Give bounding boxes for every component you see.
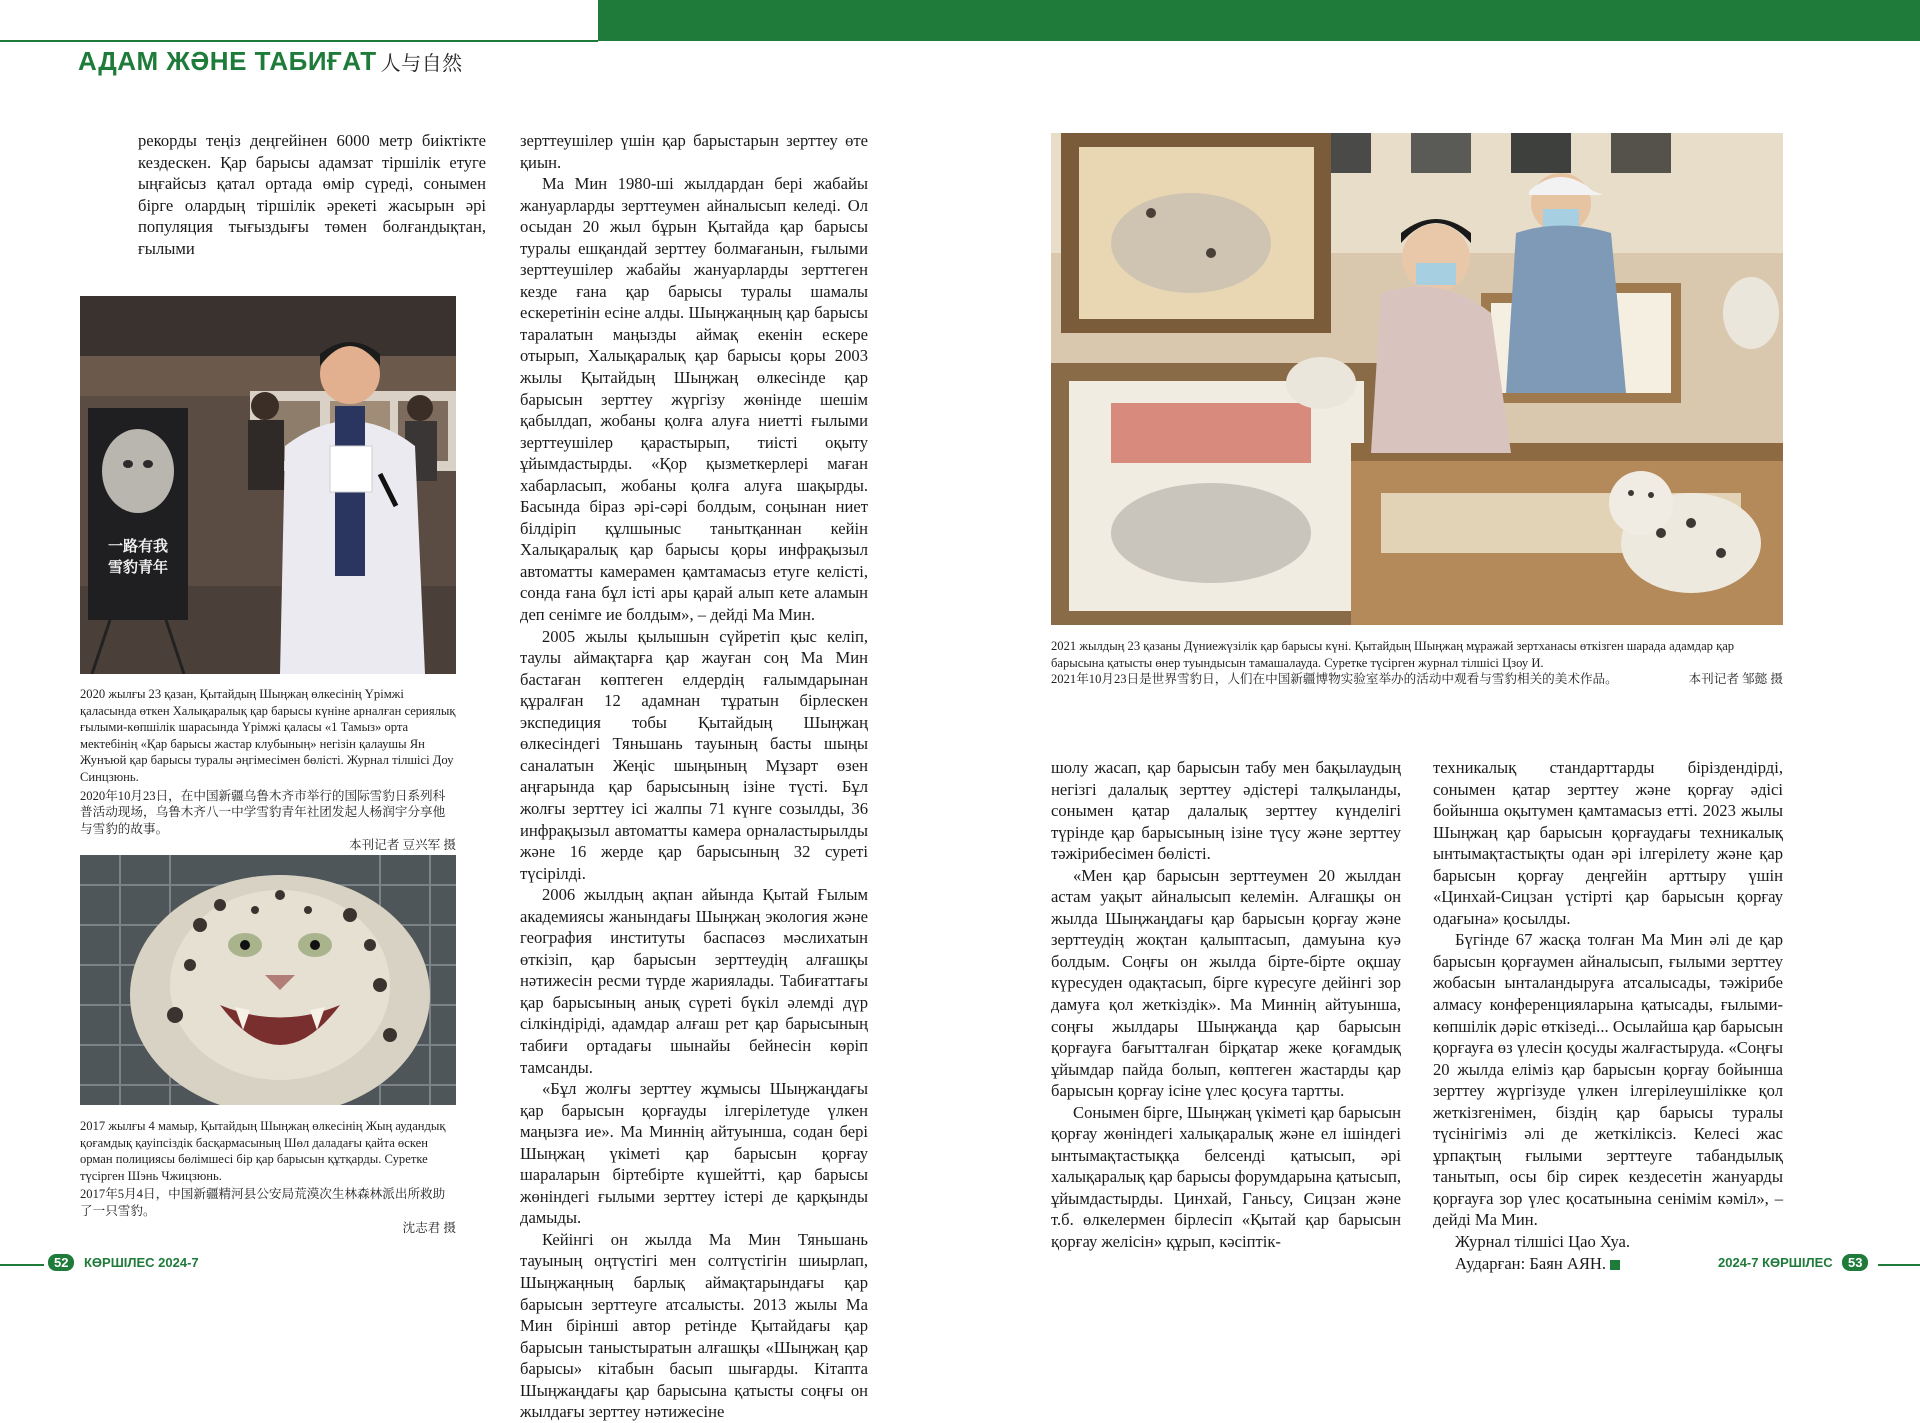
footer-magazine-right: 2024-7 КӨРШІЛЕС [1718, 1255, 1833, 1270]
photo2-caption [80, 1118, 456, 1236]
section-title [78, 46, 463, 77]
paragraph: Кейінгі он жылда Ма Мин Тяньшань тауының оңтүстігі мен солтүстігін шиырлап, Шыңжаңның барлық аймақтарындағы қар барысын зерттеуге атсалысты. 2013 жылы Ма Мин бірінші автор ретінде Қытайдағы қар барысын таныстыратын алғашқы «Шыңжаң қар барысы» кітабын басып шығарды. Кітапта Шыңжаңдағы қар барысына қатысты соңғы он жылдағы зерттеу нәтижесіне [520, 1229, 868, 1422]
footer-left [0, 1254, 598, 1276]
footer-left-rule [0, 1264, 44, 1266]
photo-student-speaking-image [80, 296, 456, 674]
photo-exhibition-image [1051, 133, 1783, 625]
caption-cn-row [1051, 671, 1783, 688]
paragraph: 2005 жылы қылышын сүйретіп қыс келіп, таулы аймақтарға қар жауған соң Ма Мин бастаған көптеген елдердің ғалымдарынан құралған 12 адамнан тұратын бірлескен экспедиция тобы Қытайдың Шыңжаң өлкесіндегі Тяньшань тауының басты шыңы саналатын Жеңіс шыңының Мұзарт өзен аңғарында қар барысының ізіне түсті. Бұл жолғы зерттеу ісі жалпы 71 күнге созылды, 36 инфрақызыл автоматты камера орналастырылды және 16 жерде қар барысының 32 суреті түсірілді. [520, 626, 868, 883]
paragraph: шолу жасап, қар барысын табу мен бақылаудың негізгі далалық зерттеу әдістері талқыланды, сонымен қатар далалық зерттеу күнделігі түрінде қар барысының ізіне түсу және зерттеу тәжірибесімен бөлісті. [1051, 758, 1401, 864]
photo-credit: 沈志君 摄 [402, 1220, 456, 1235]
caption-cn: 2020年10月23日，在中国新疆乌鲁木齐市举行的国际雪豹日系列科普活动现场，乌鲁木齐八一中学雪豹青年社团发起人杨润宇分享他与雪豹的故事。 [80, 788, 446, 836]
paragraph: Бүгінде 67 жасқа толған Ма Мин әлі де қар барысын қорғаумен айналысып, ғылыми зерттеу жобасын ынталандыруға атсалысады, тәжірибе алмасу конференцияларына қатысады, ғылыми-көпшілік дәріс өткізеді... Осылайша қар барысын қорғауға өз үлесін қосуды жалғастыруда. «Соңғы 20 жылда еліміз қар барысын қорғау бойынша зерттеу жүргізуде үлкен ілгерілеушілікке қол жеткізгенімен, біздің қар барысы туралы түсінігіміз әлі де жеткіліксіз. Келесі жас ұрпақтың ғылыми зерттеуге табандылық танытып, осы бір сирек кездесетін жануарды қорғауға зор үлес қосатынына сенімім кәміл», – дейді Ма Мин. [1433, 930, 1783, 1230]
footer-right-rule [1878, 1264, 1920, 1266]
paragraph: техникалық стандарттарды біріздендірді, сонымен қатар зерттеу және қорғау әдісі бойынша оқытумен қамтамасыз етті. 2023 жылы Шыңжаң қар барысын қорғаудағы техникалық ынтымақтастықты одан әрі ілгерілету және қар барысын қорғау деңгейін арттыру үшін «Цинхай-Сицзан үстірті қар барысын қорғау одағына» қосылды. [1433, 758, 1783, 928]
paragraph: Журнал тілшісі Цао Хуа. [1455, 1232, 1631, 1252]
page-number-right: 53 [1842, 1254, 1868, 1271]
photo-exhibition [1051, 133, 1783, 625]
translator-credit: Аударған: Баян АЯН. [1455, 1253, 1607, 1273]
footer-magazine-left: КӨРШІЛЕС 2024-7 [84, 1255, 199, 1270]
column-3-text [1051, 757, 1401, 1253]
photo-credit: 本刊记者 邹懿 摄 [1688, 672, 1783, 687]
photo-snow-leopard-image [80, 855, 456, 1105]
paragraph: Ма Мин 1980-ші жылдардан бері жабайы жануарларды зерттеумен айналысып келеді. Ол осыдан 20 жыл бұрын Қытайда қар барысы туралы ешқандай зерттеу болмағанын, ғылыми зерттеушілер жабайы жануарларды зерттеген кезде ғана қар барысы туралы шамалы ескеретінін есіне алды. Шыңжаңның қар барысы таралатын маңызды аймақ екенін ескере отырып, Халықаралық қар барысы қоры 2003 жылы Қытайдың Шыңжаң өлкесінде қар барысын зерттеу жүргізу жөнінде шешім қабылдап, жобаны қолға алуға ниетті ғылыми зерттеушілер қарастырып, тиісті оқыту ұйымдастырды. «Қор қызметкерлері маған хабарласып, жобаны қолға алуға шақырды. Басында біраз әрі-сәрі болдым, соңынан ниет білдіріп құлшыныс танытқаннан кейін Халықаралық қар барысы қоры инфрақызыл автоматты камерамен қамтамасыз етуге келісті, сонда ғана бұл істі ары қарай алып кете аламын деп сенімге ие болдым», – дейді Ма Мин. [520, 174, 868, 625]
paragraph: «Мен қар барысын зерттеумен 20 жылдан астам уақыт айналысып келемін. Алғашқы он жылда Шыңжаңдағы қар барысын қорғау және зерттеудің жоқтан қалыптасып, дамуына куә болдым. Соңғы он жылда бірте-бірте оқшау күресуден одақтасып, бірге күресуге дейінгі зор дамуға қол жеткіздік». Ма Миннің айтуынша, соңғы жылдары Шыңжаңда қар барысын қорғауға бағытталған бірқатар жеке қоғамдық ұйымдар пайда болып, көптеген жастарды қар барысын қорғау ісіне үлес қосуға тартты. [1051, 865, 1401, 1101]
header-rule [0, 40, 598, 42]
section-title-kz: АДАМ ЖӘНЕ ТАБИҒАТ [78, 46, 377, 76]
poster-title: 一路有我 [107, 537, 169, 555]
photo3-caption [1051, 638, 1783, 688]
caption-cn: 2021年10月23日是世界雪豹日，人们在中国新疆博物实验室举办的活动中观看与雪豹相关的美术作品。 [1051, 672, 1618, 687]
photo-credit: 本刊记者 豆兴军 摄 [348, 838, 456, 853]
header-green-bar [598, 0, 1920, 41]
paragraph: «Бұл жолғы зерттеу жұмысы Шыңжаңдағы қар барысын қорғауды ілгерілетуде үлкен маңызға ие». Ма Миннің айтуынша, содан бері Шыңжаң үкіметі қар барысын қорғау шараларын біртебірте күшейтті, қар барысы жөніндегі ғылыми зерттеу істері де қарқынды дамыды. [520, 1079, 868, 1228]
paragraph: рекорды теңіз деңгейінен 6000 метр биіктікте кездескен. Қар барысы адамзат тіршілік етуге ыңғайсыз қатал ортада өмір сүреді, сонымен бірге олардың тіршілік әрекеті жасырын әрі популяция тығыздығы төмен болғандықтан, ғылыми [138, 131, 486, 258]
caption-cn: 2017年5月4日，中国新疆精河县公安局荒漠次生林森林派出所救助了一只雪豹。 [80, 1187, 446, 1218]
column-2-text [520, 130, 868, 1423]
column-1-text [138, 130, 486, 259]
page-number-left: 52 [48, 1254, 74, 1271]
caption-kz: 2020 жылғы 23 қазан, Қытайдың Шыңжаң өлкесінің Үрімжі қаласында өткен Халықаралық қар барысы күніне арналған сериялық ғылыми-көпшілік шарасында Үрімжі қаласы «1 Тамыз» орта мектебінің «Қар барысы жастар клубының» негізін қалаушы Ян Жунъюй қар барысы туралы әңгімесімен бөлісті. Журнал тілшісі Доу Синцзюнь. [80, 687, 456, 784]
photo-snow-leopard [80, 855, 456, 1105]
caption-kz: 2017 жылғы 4 мамыр, Қытайдың Шыңжаң өлкесінің Жың аудандық қоғамдық қауіпсіздік басқармасының Шөл даладағы қайта өскен орман полициясы бөлімшесі бір қар барысын құтқарды. Суретке түсірген Шэнь Чжицзюнь. [80, 1119, 446, 1183]
poster-subtitle: 雪豹青年 [107, 558, 169, 576]
paragraph: зерттеушілер үшін қар барыстарын зерттеу өте қиын. [520, 131, 868, 172]
paragraph: 2006 жылдың ақпан айында Қытай Ғылым академиясы жанындағы Шыңжаң экология және география институты баспасөз мәслихатын өткізіп, қар барысын зерттеудің алғашқы нәтижесін ресми түрде жариялады. Табиғаттағы қар барысының анық сүреті бүкіл әлемді дүр сілкіндіріді, адамдар алғаш рет қар барысының табиғи ортадағы шынайы бейнесін көріп тамсанды. [520, 885, 868, 1077]
photo-student-speaking [80, 296, 456, 674]
paragraph: Сонымен бірге, Шыңжаң үкіметі қар барысын қорғау жөніндегі халықаралық және ел ішіндегі ынтымақтастыққа белсенді қатысып, әрі халықаралық қар барысы форумдарына қатысып, ұйымдастырды. Цинхай, Ганьсу, Сицзан және т.б. өлкелермен бірлесіп «Қытай қар барысын қорғау желісін» құрып, кәсіптік- [1051, 1102, 1401, 1252]
column-4-text [1433, 757, 1783, 1274]
section-title-cn: 人与自然 [380, 53, 463, 75]
footer-right [1330, 1254, 1920, 1276]
caption-kz: 2021 жылдың 23 қазаны Дүниежүзілік қар барысы күні. Қытайдың Шыңжаң мұражай зертханасы өткізген шарада адамдар қар барысына қатысты өнер туындысын тамашалауда. Суретке түсірген журнал тілшісі Цзоу И. [1051, 639, 1735, 670]
photo1-caption [80, 686, 456, 854]
